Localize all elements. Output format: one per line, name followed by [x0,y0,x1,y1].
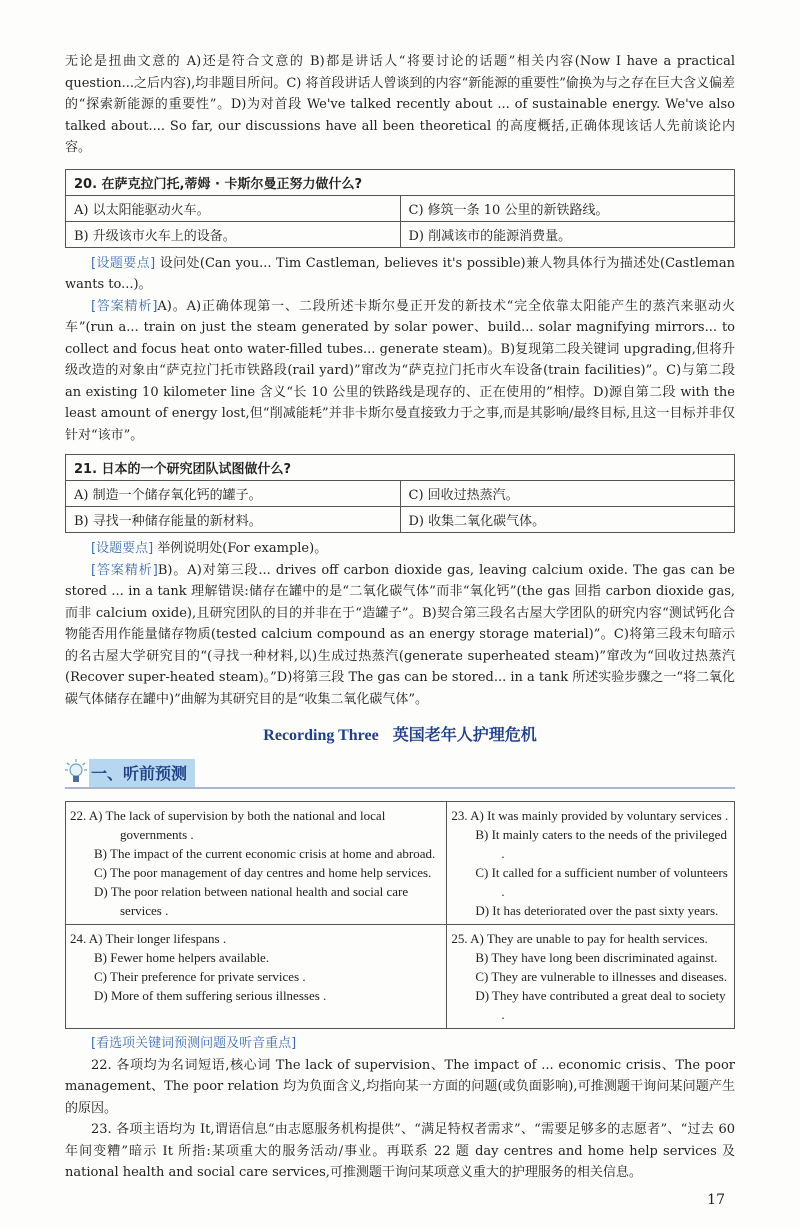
point-text: 举例说明处(For example)。 [157,541,328,556]
point-tag: [设题要点] [91,541,154,556]
question-22-options: 22. A) The lack of supervision by both the national and local governments . B) The impact of the current economic crisis at home and abroad. C) The poor management of day centres and home help services. D) The poor relation between national health and social care services . [66,802,447,925]
option-c: C) 回收过热蒸汽。 [400,481,735,507]
page-number: 17 [707,1191,725,1208]
question-20-stem: 20. 在萨克拉门托,蒂姆 · 卡斯尔曼正努力做什么? [66,169,735,195]
point-tag: [设题要点] [91,255,156,271]
option-c: C) 修筑一条 10 公里的新铁路线。 [400,195,735,221]
prediction-section [65,1033,735,1184]
question-20-table [65,169,735,248]
question-21-analysis [65,538,735,710]
question-24-options: 24. A) Their longer lifespans . B) Fewer home helpers available. C) Their preference for private services . D) More of them suffering serious illnesses . [66,925,447,1029]
point-text: 设问处(Can you... Tim Castleman, believes it's possible)兼人物具体行为描述处(Castleman wants to...)。 [65,255,735,292]
option-a: A) 制造一个储存氧化钙的罐子。 [66,481,401,507]
section-header [65,757,735,789]
option-d: D) 削减该市的能源消费量。 [400,221,735,247]
answer-tag: [答案精析] [91,298,158,314]
question-21-table [65,454,735,533]
option-b: B) 寻找一种储存能量的新材料。 [66,507,401,533]
option-d: D) 收集二氧化碳气体。 [400,507,735,533]
question-25-options: 25. A) They are unable to pay for health services. B) They have long been discriminated against. C) They are vulnerable to illnesses and diseases. D) They have contributed a great deal to society . [447,925,735,1029]
question-23-options: 23. A) It was mainly provided by voluntary services . B) It mainly caters to the needs of the privileged . C) It called for a sufficient number of volunteers . D) It has deteriorated over the past sixty years. [447,802,735,925]
prediction-23: 23. 各项主语均为 It,谓语信息“由志愿服务机构提供”、“满足特权者需求”、“需要足够多的志愿者”、“过去 60 年间变糟”暗示 It 所指:某项重大的服务活动/事业。再联系 22 题 day centres and home help services 及 national health and social care services,可推测题干询问某项意义重大的护理服务的相关信息。 [65,1122,735,1180]
options-table [65,801,735,1029]
answer-text: A)。A)正确体现第一、二段所述卡斯尔曼正开发的新技术“完全依靠太阳能产生的蒸汽来驱动火车”(run a... train on just the steam generated by solar power、build... solar magnifying mirrors... to collect and focus heat onto water-filled tubes... generate steam)。B)复现第二段关键词 upgrading,但将升级改造的对象由“萨克拉门托市铁路段(rail yard)”窜改为“萨克拉门托市火车设备(train facilities)”。C)与第二段 an existing 10 kilometer line 含义“长 10 公里的铁路线是现存的、正在使用的”相悖。D)源自第二段 with the least amount of energy lost,但“削减能耗”并非卡斯尔曼直接致力于之事,而是其影响/最终目标,且这一目标并非仅针对“该市”。 [65,298,735,443]
answer-text: B)。A)对第三段... drives off carbon dioxide gas, leaving calcium oxide. The gas can be stored ... in a tank 理解错误:储存在罐中的是“二氧化碳气体”而非“氧化钙”(the gas 回指 carbon dioxide gas,而非 calcium oxide),且研究团队的目的并非在于“造罐子”。B)契合第三段名古屋大学团队的研究内容“测试钙化合物能否用作能量储存物质(tested calcium compound as an energy storage material)”。C)将第三段末句暗示的名古屋大学研究目的“(寻找一种材料,以)生成过热蒸汽(generate superheated steam)”窜改为“回收过热蒸汽(Recover super-heated steam)。”D)将第三段 The gas can be stored... in a tank 所述实验步骤之一“将二氧化碳气体储存在罐中)”曲解为其研究目的是“收集二氧化碳气体”。 [65,562,735,707]
prediction-heading: [看选项关键词预测问题及听音重点] [91,1036,297,1051]
recording-title: Recording Three 英国老年人护理危机 [263,725,537,744]
question-21-stem: 21. 日本的一个研究团队试图做什么? [66,455,735,481]
intro-paragraph: 无论是扭曲文意的 A)还是符合文意的 B)都是讲话人“将要讨论的话题”相关内容(Now I have a practical question...之后内容),均非题目所问。C) 将首段讲话人曾谈到的内容“新能源的重要性”偷换为与之存在巨大含义偏差的“探索新能源的重要性”。D)为对首段 We've talked recently about ... of sustainable energy. We've also talked about.... So far, our discussions have all been theoretical 的高度概括,正确体现该话人先前谈论内容。 [65,54,735,155]
lightbulb-icon [65,759,87,785]
answer-tag: [答案精析] [91,562,158,578]
prediction-22: 22. 各项均为名词短语,核心词 The lack of supervision、The impact of ... economic crisis、The poor management、The poor relation 均为负面含义,均指向某一方面的问题(或负面影响),可推测题干询问某问题产生的原因。 [65,1057,735,1116]
question-20-analysis [65,253,735,447]
section-label: 一、听前预测 [89,759,195,787]
option-a: A) 以太阳能驱动火车。 [66,195,401,221]
option-b: B) 升级该市火车上的设备。 [66,221,401,247]
